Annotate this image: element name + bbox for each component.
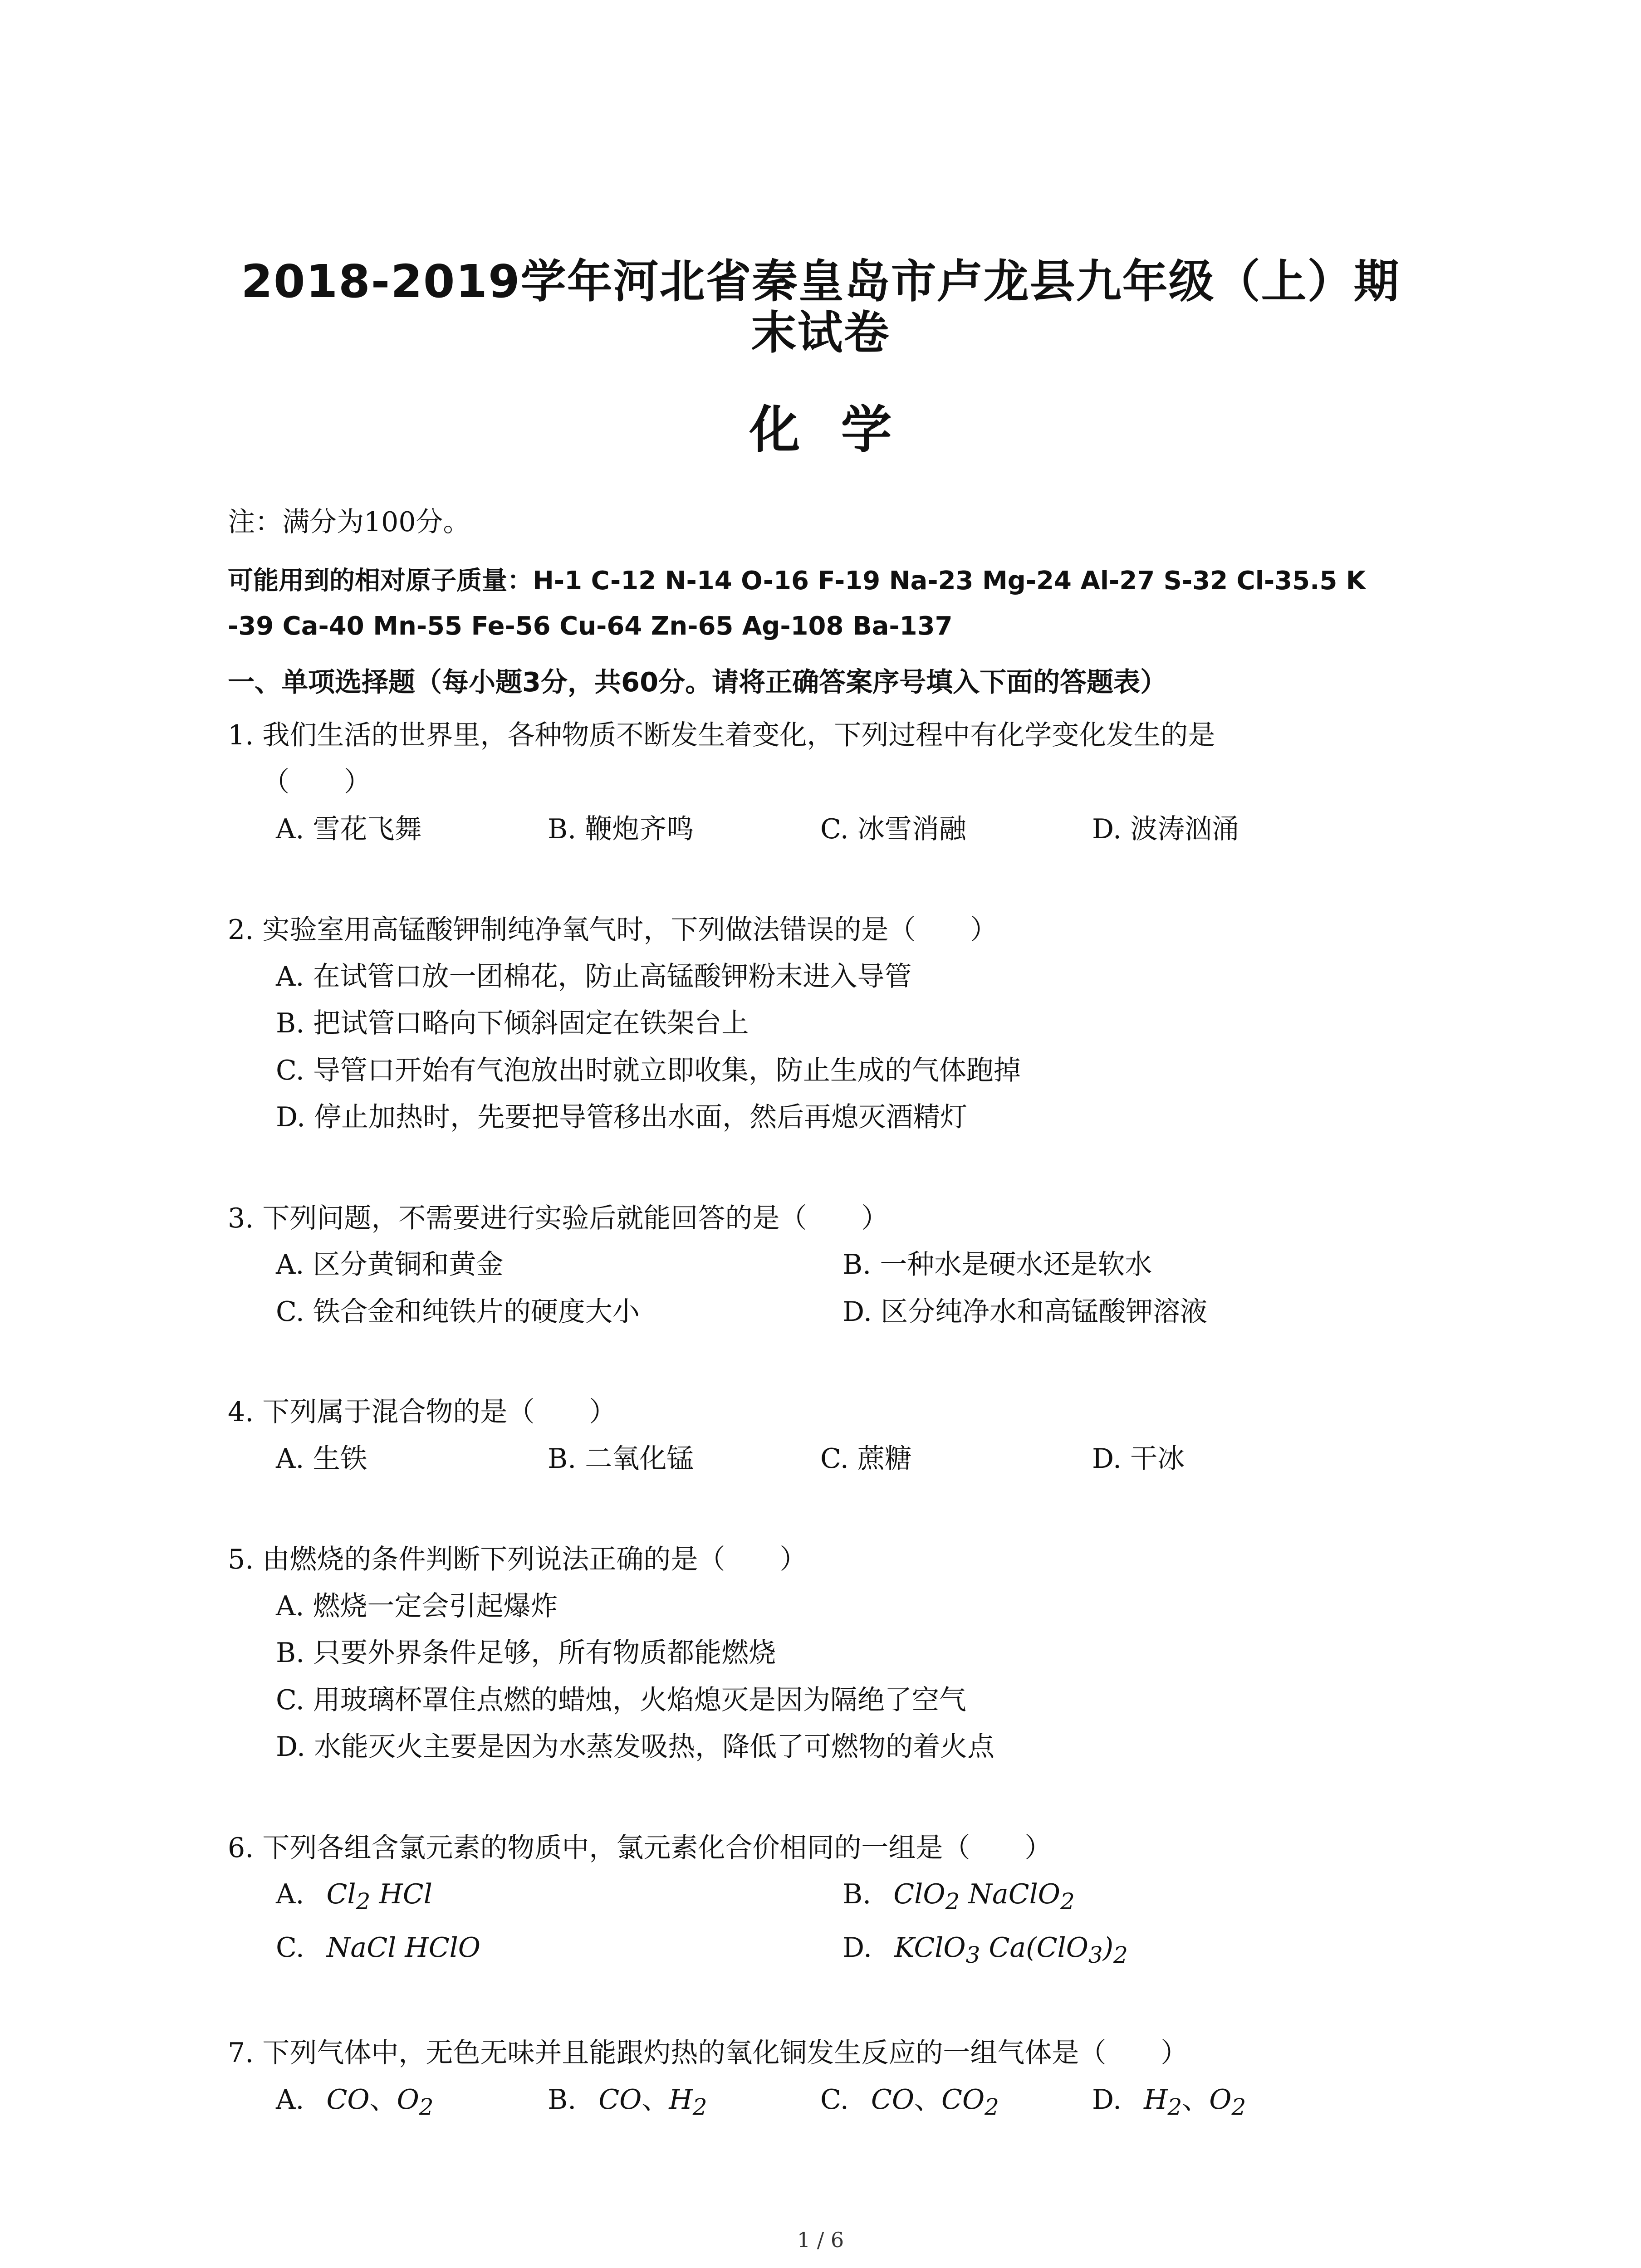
question-7-option-d	[1092, 2083, 1246, 2123]
question-3-option-c: C. 铁合金和纯铁片的硬度大小	[276, 1296, 640, 1328]
question-1-option-c: C. 冰雪消融	[820, 813, 966, 845]
formula-subscript: 2	[419, 2094, 434, 2120]
question-5-option-c: C. 用玻璃杯罩住点燃的蜡烛，火焰熄灭是因为隔绝了空气	[276, 1684, 966, 1716]
atomic-mass-line1: 可能用到的相对原子质量：H-1 C-12 N-14 O-16 F-19 Na-23 Mg-24 Al-27 S-32 Cl-35.5 K	[228, 566, 1366, 596]
formula-part: ClO	[893, 1878, 945, 1910]
question-5-option-b: B. 只要外界条件足够，所有物质都能燃烧	[276, 1637, 776, 1669]
question-5-stem: 5. 由燃烧的条件判断下列说法正确的是（ ）	[228, 1544, 807, 1575]
question-1-stem-cont: （ ）	[262, 766, 371, 798]
separator: 、	[369, 2084, 397, 2116]
question-2-option-d: D. 停止加热时，先要把导管移出水面，然后再熄灭酒精灯	[276, 1101, 968, 1133]
option-letter: D.	[1092, 2084, 1122, 2116]
option-letter: A.	[276, 1878, 304, 1910]
separator: 、	[1182, 2084, 1210, 2116]
formula-part: H	[669, 2084, 693, 2116]
formula-part: NaCl HClO	[326, 1932, 480, 1964]
question-2-option-a: A. 在试管口放一团棉花，防止高锰酸钾粉末进入导管	[276, 961, 912, 992]
formula-part: Cl	[326, 1878, 356, 1910]
question-3-option-a: A. 区分黄铜和黄金	[276, 1249, 504, 1281]
question-7-option-a	[276, 2083, 434, 2123]
formula-subscript: 3	[1088, 1942, 1103, 1968]
option-letter: B.	[548, 2084, 577, 2116]
formula-subscript: 2	[985, 2094, 999, 2120]
formula-part: H	[1144, 2084, 1168, 2116]
formula-part: O	[397, 2084, 419, 2116]
question-6-stem: 6. 下列各组含氯元素的物质中，氯元素化合价相同的一组是（ ）	[228, 1832, 1052, 1864]
question-7-option-c	[820, 2083, 999, 2123]
formula-subscript: 3	[965, 1942, 980, 1968]
question-2-option-c: C. 导管口开始有气泡放出时就立即收集，防止生成的气体跑掉	[276, 1055, 1021, 1086]
formula-part: Ca(ClO	[980, 1932, 1088, 1964]
question-6-option-a	[276, 1878, 432, 1918]
option-letter: B.	[843, 1878, 872, 1910]
question-4-option-c: C. 蔗糖	[820, 1443, 912, 1475]
question-2-option-b: B. 把试管口略向下倾斜固定在铁架台上	[276, 1007, 749, 1039]
question-3-option-b: B. 一种水是硬水还是软水	[843, 1249, 1152, 1281]
formula-part: KClO	[894, 1932, 966, 1964]
score-note: 注：满分为100分。	[228, 506, 470, 538]
question-4-option-d: D. 干冰	[1092, 1443, 1185, 1475]
question-1-option-b: B. 鞭炮齐鸣	[548, 813, 694, 845]
question-7-stem: 7. 下列气体中，无色无味并且能跟灼热的氧化铜发生反应的一组气体是（ ）	[228, 2037, 1188, 2069]
formula-part: CO	[326, 2084, 370, 2116]
question-4-stem: 4. 下列属于混合物的是（ ）	[228, 1396, 617, 1428]
formula-part: CO	[871, 2084, 915, 2116]
formula-subscript: 2	[1113, 1942, 1128, 1968]
question-1-stem: 1. 我们生活的世界里，各种物质不断发生着变化，下列过程中有化学变化发生的是	[228, 719, 1215, 751]
question-3-stem: 3. 下列问题，不需要进行实验后就能回答的是（ ）	[228, 1202, 889, 1234]
question-6-option-b	[843, 1878, 1075, 1918]
atomic-mass-line2: -39 Ca-40 Mn-55 Fe-56 Cu-64 Zn-65 Ag-108 Ba-137	[228, 611, 953, 641]
formula-subscript: 2	[1060, 1888, 1075, 1915]
page-number: 1 / 6	[797, 2228, 844, 2252]
question-6-option-d	[843, 1931, 1128, 1971]
subject-title: 化学	[749, 400, 933, 459]
option-letter: D.	[843, 1932, 872, 1964]
option-letter: A.	[276, 2084, 304, 2116]
question-4-option-b: B. 二氧化锰	[548, 1443, 694, 1475]
question-5-option-a: A. 燃烧一定会引起爆炸	[276, 1590, 558, 1622]
question-5-option-d: D. 水能灭火主要是因为水蒸发吸热，降低了可燃物的着火点	[276, 1731, 995, 1763]
formula-part: HCl	[370, 1878, 432, 1910]
formula-subscript: 2	[1231, 2094, 1246, 2120]
section-heading: 一、单项选择题（每小题3分，共60分。请将正确答案序号填入下面的答题表）	[228, 666, 1167, 698]
separator: 、	[642, 2084, 669, 2116]
formula-part: )	[1102, 1932, 1114, 1964]
exam-title-line1: 2018-2019学年河北省秦皇岛市卢龙县九年级（上）期	[241, 255, 1400, 308]
formula-subscript: 2	[945, 1888, 960, 1915]
formula-part: O	[1209, 2084, 1232, 2116]
question-1-option-d: D. 波涛汹涌	[1092, 813, 1239, 845]
separator: 、	[914, 2084, 942, 2116]
formula-part: CO	[941, 2084, 985, 2116]
exam-title-line2: 末试卷	[751, 306, 890, 359]
formula-subscript: 2	[1167, 2094, 1182, 2120]
question-2-stem: 2. 实验室用高锰酸钾制纯净氧气时，下列做法错误的是（ ）	[228, 914, 998, 946]
formula-subscript: 2	[692, 2094, 707, 2120]
formula-part: CO	[598, 2084, 642, 2116]
option-letter: C.	[276, 1932, 304, 1964]
option-letter: C.	[820, 2084, 849, 2116]
formula-subscript: 2	[356, 1888, 371, 1915]
question-6-option-c	[276, 1931, 480, 1964]
formula-part: NaClO	[960, 1878, 1060, 1910]
question-1-option-a: A. 雪花飞舞	[276, 813, 422, 845]
question-7-option-b	[548, 2083, 707, 2123]
question-3-option-d: D. 区分纯净水和高锰酸钾溶液	[843, 1296, 1208, 1328]
question-4-option-a: A. 生铁	[276, 1443, 367, 1475]
